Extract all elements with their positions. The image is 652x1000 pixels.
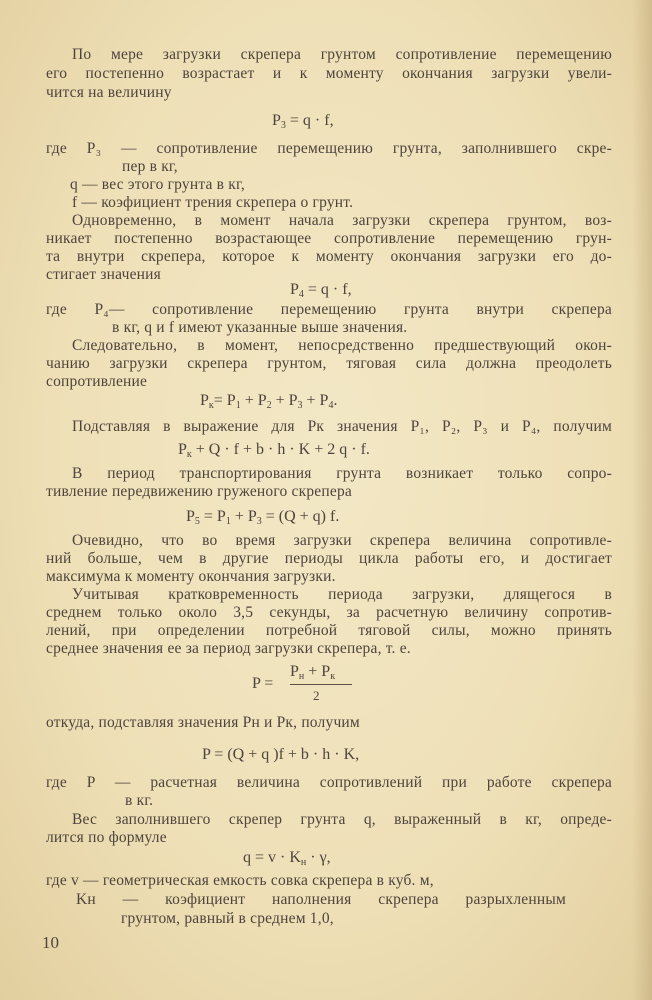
text-line: чится на величину	[46, 84, 172, 101]
formula-subscript: 3	[256, 516, 262, 527]
fraction-numerator	[290, 663, 335, 681]
text-line: f — коэфициент трения скрепера о грунт.	[72, 194, 354, 211]
formula-p5	[186, 508, 339, 526]
formula-subscript: 3	[297, 400, 303, 411]
text-line: Одновременно, в момент начала загрузки скрепера грунтом, воз-	[72, 212, 612, 229]
formula-part: = P	[199, 508, 226, 525]
text-line: максимума к моменту окончания загрузки.	[46, 568, 336, 585]
formula-subscript: 4	[298, 289, 304, 300]
formula-pk-expanded	[178, 441, 370, 459]
text-line: где P₃ — сопротивление перемещению грунта, заполнившего скре-	[46, 140, 612, 157]
formula-pk	[200, 392, 337, 410]
text-line: В период транспортирования грунта возникает только сопро-	[72, 465, 612, 482]
text-line: в кг.	[125, 792, 154, 809]
formula-subscript: 1	[235, 400, 241, 411]
page-number: 10	[42, 933, 59, 952]
formula-part: + P	[240, 392, 267, 409]
fraction-lhs: P =	[252, 675, 274, 692]
formula-part: + P	[230, 508, 257, 525]
text-line: сопротивление	[46, 373, 148, 390]
fraction-bar	[290, 684, 352, 685]
text-line: Учитывая кратковременность периода загрузки, длящегося в	[72, 586, 612, 603]
formula-subscript: 1	[225, 516, 231, 527]
formula-subscript: к	[186, 449, 192, 460]
formula-part: .	[333, 392, 338, 409]
text-line: грунтом, равный в среднем 1,0,	[121, 910, 334, 927]
text-line: Очевидно, что во время загрузки скрепера величина сопротивле-	[72, 532, 612, 549]
formula-subscript: 3	[280, 120, 286, 131]
text-line: среднее значения ее за период загрузки скрепера, т. е.	[46, 640, 411, 657]
formula-p4	[290, 281, 352, 299]
formula-part: P	[186, 508, 195, 525]
text-line: пер в кг,	[122, 158, 178, 175]
text-line: где v — геометрическая емкость совка скрепера в куб. м,	[46, 872, 434, 889]
text-line: откуда, подставляя значения Pн и Pк, получим	[46, 714, 360, 731]
text-line: та внутри скрепера, которое к моменту окончания загрузки его до-	[46, 248, 612, 265]
text-line: среднем только около 3,5 секунды, за расчетную величину сопротив-	[46, 604, 612, 621]
formula-part: = P	[213, 392, 236, 409]
text-line: где P — расчетная величина сопротивлений при работе скрепера	[46, 774, 612, 791]
formula-part: + P	[271, 392, 298, 409]
formula-part: = q · f,	[285, 112, 334, 129]
text-line: его постепенно возрастает и к моменту окончания загрузки увели-	[46, 65, 612, 82]
formula-subscript: 2	[266, 400, 272, 411]
formula-part: · γ,	[306, 849, 331, 866]
formula-part: + Q · f + b · h · K + 2 q · f.	[191, 441, 370, 458]
text-line: ний больше, чем в другие периоды цикла работы его, и достигает	[46, 550, 612, 567]
formula-part: P	[290, 663, 299, 680]
text-line: лится по формуле	[46, 829, 167, 846]
text-line: Следовательно, в момент, непосредственно предшествующий окон-	[72, 337, 612, 354]
text-line: Вес заполнившего скрепер грунта q, выраженный в кг, опреде-	[72, 811, 612, 828]
text-line: в кг, q и f имеют указанные выше значения.	[112, 319, 408, 336]
formula-part: + P	[304, 663, 331, 680]
formula-q	[243, 849, 331, 867]
text-line: никает постепенно возрастающее сопротивление перемещению грун-	[46, 230, 612, 247]
formula-subscript: н	[300, 857, 307, 868]
text-line: тивление передвижению груженого скрепера	[46, 483, 352, 500]
formula-part: P	[272, 112, 281, 129]
formula-part: P = (Q + q )f + b · h · K,	[202, 746, 360, 763]
formula-part: P	[178, 441, 187, 458]
formula-part: P	[200, 392, 209, 409]
formula-subscript: 4	[328, 400, 334, 411]
formula-subscript: 5	[194, 516, 200, 527]
formula-part: + P	[302, 392, 329, 409]
formula-subscript: к	[330, 671, 336, 682]
formula-p	[202, 746, 359, 764]
page-edge-shadow	[632, 0, 652, 1000]
formula-subscript: к	[208, 400, 214, 411]
formula-part: = (Q + q) f.	[261, 508, 340, 525]
text-line: По мере загрузки скрепера грунтом сопротивление перемещению	[72, 46, 612, 63]
formula-part: = q · f,	[303, 281, 352, 298]
text-line: Подставляя в выражение для Pк значения P₁, P₂, P₃ и P₄, получим	[72, 418, 612, 435]
text-line: стигает значения	[46, 266, 161, 283]
text-line: чанию загрузки скрепера грунтом, тяговая сила должна преодолеть	[46, 355, 612, 372]
text-line: q — вес этого грунта в кг,	[70, 176, 245, 193]
text-line: где P₄— сопротивление перемещению грунта внутри скрепера	[46, 301, 612, 318]
formula-part: P	[290, 281, 299, 298]
formula-part: q = v · K	[243, 849, 301, 866]
fraction-denominator: 2	[313, 688, 320, 703]
formula-subscript: н	[298, 671, 305, 682]
text-line: лений, при определении потребной тяговой силы, можно принять	[46, 622, 612, 639]
formula-p3	[272, 112, 334, 130]
text-line: Kн — коэфициент наполнения скрепера разрыхленным	[76, 891, 566, 908]
